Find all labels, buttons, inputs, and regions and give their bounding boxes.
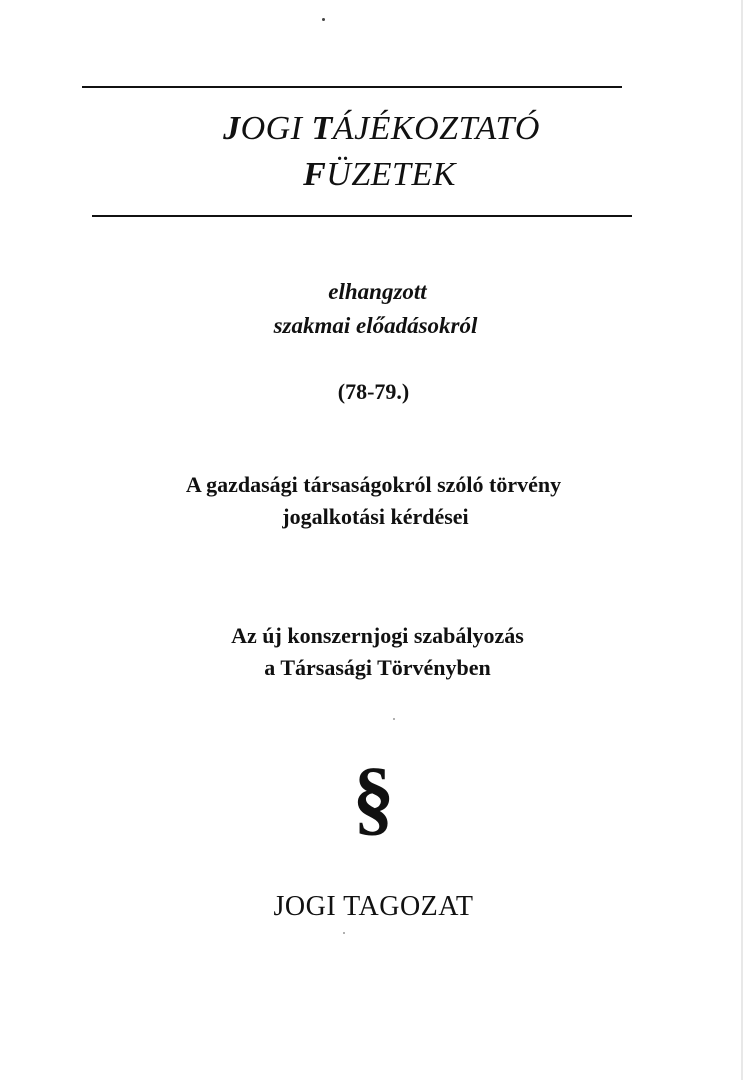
subtitle-line-1: elhangzott <box>328 279 427 304</box>
issue-numbers: (78-79.) <box>337 379 410 404</box>
publisher-name: JOGI TAGOZAT <box>273 891 474 922</box>
section-sign-icon: § <box>352 751 395 844</box>
series-title-text: OGI <box>240 110 312 147</box>
subtitle-line-2: szakmai előadásokról <box>273 313 478 338</box>
topic-2-line-1: Az új konszernjogi szabályozás <box>231 623 524 648</box>
scan-speck <box>322 18 325 21</box>
series-title-initial: T <box>311 110 333 147</box>
bottom-horizontal-rule <box>92 215 632 217</box>
topic-1-line-1: A gazdasági társaságokról szóló törvény <box>185 472 562 497</box>
topic-2-line-2: a Társasági Törvényben <box>264 655 491 680</box>
series-title-initial: J <box>223 110 241 147</box>
series-title-text: ÁJÉKOZTATÓ <box>332 110 540 147</box>
series-title-text: ÜZETEK <box>326 156 456 193</box>
series-title-line-2 <box>6 152 747 198</box>
top-horizontal-rule <box>82 86 622 88</box>
series-title-line-1 <box>8 106 747 152</box>
topic-1-line-2: jogalkotási kérdései <box>282 504 469 529</box>
scan-speck <box>393 718 395 720</box>
scan-speck <box>343 932 345 934</box>
series-title-initial: F <box>303 156 327 193</box>
